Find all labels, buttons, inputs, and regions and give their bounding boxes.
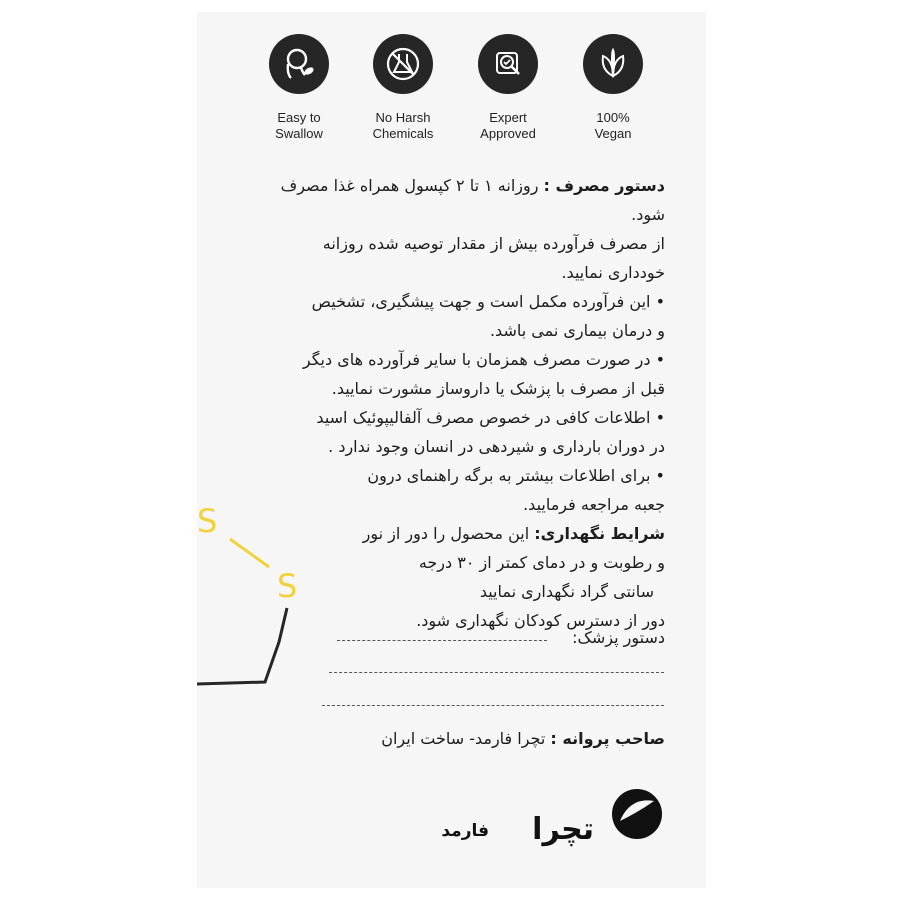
no-chemicals-flask-icon — [373, 34, 433, 94]
badge-caption: Expert Approved — [480, 110, 536, 141]
badge-vegan — [567, 34, 659, 142]
storage-line-3: سانتی گراد نگهداری نمایید — [479, 582, 654, 601]
sulfur-letter-1: S — [197, 502, 218, 540]
feature-badges — [259, 34, 669, 174]
person-swallowing-icon — [269, 34, 329, 94]
usage-line-11: • برای اطلاعات بیشتر به برگه راهنمای درون — [367, 466, 665, 485]
brand-subtitle: فارمد — [441, 821, 489, 841]
doctor-line-1 — [337, 640, 547, 641]
storage-line-1 — [363, 524, 665, 543]
brand-name: تچرا — [532, 812, 594, 847]
storage-line-2: و رطوبت و در دمای کمتر از ۳۰ درجه — [418, 553, 665, 572]
usage-line-6: و درمان بیماری نمی باشد. — [489, 321, 665, 340]
usage-line-5: • این فرآورده مکمل است و جهت پیشگیری، تشخیص — [311, 292, 665, 311]
leaves-icon — [583, 34, 643, 94]
storage-line-4: دور از دسترس کودکان نگهداری شود. — [416, 611, 665, 630]
storage-text: این محصول را دور از نور — [362, 524, 535, 543]
badge-easy-to-swallow — [253, 34, 345, 142]
badge-no-harsh-chemicals — [357, 34, 449, 142]
sulfur-letter-2: S — [277, 567, 298, 605]
badge-expert-approved — [462, 34, 554, 142]
storage-heading: شرایط نگهداری: — [534, 524, 665, 543]
magnifier-check-icon — [478, 34, 538, 94]
license-text: تچرا فارمد- ساخت ایران — [381, 729, 551, 748]
usage-heading: دستور مصرف : — [543, 176, 665, 195]
license-line — [381, 729, 665, 748]
badge-caption: 100% Vegan — [594, 110, 632, 141]
usage-line-3: از مصرف فرآورده بیش از مقدار توصیه شده روزانه — [322, 234, 665, 253]
usage-line-12: جعبه مراجعه فرمایید. — [523, 495, 665, 514]
usage-line-4: خودداری نمایید. — [561, 263, 665, 282]
license-heading: صاحب پروانه : — [550, 729, 665, 748]
badge-caption: Easy to Swallow — [275, 110, 323, 141]
usage-line-10: در دوران بارداری و شیردهی در انسان وجود ندارد . — [328, 437, 665, 456]
usage-line-9: • اطلاعات کافی در خصوص مصرف آلفالیپوئیک اسید — [316, 408, 665, 427]
brand-mark-icon — [610, 787, 664, 841]
badge-caption: No Harsh Chemicals — [372, 110, 434, 141]
usage-line-1 — [281, 176, 665, 195]
doctor-line-2 — [329, 672, 664, 673]
usage-line-2: شود. — [631, 205, 665, 224]
doctor-line-3 — [322, 705, 664, 706]
doctor-heading: دستور پزشک: — [572, 628, 665, 647]
product-label-panel — [197, 12, 706, 888]
usage-line-8: قبل از مصرف با پزشک یا داروساز مشورت نمایید. — [331, 379, 665, 398]
brand-logo — [434, 777, 664, 847]
usage-line-7: • در صورت مصرف همزمان با سایر فرآورده های دیگر — [302, 350, 665, 369]
usage-text: روزانه ۱ تا ۲ کپسول همراه غذا مصرف — [280, 176, 544, 195]
